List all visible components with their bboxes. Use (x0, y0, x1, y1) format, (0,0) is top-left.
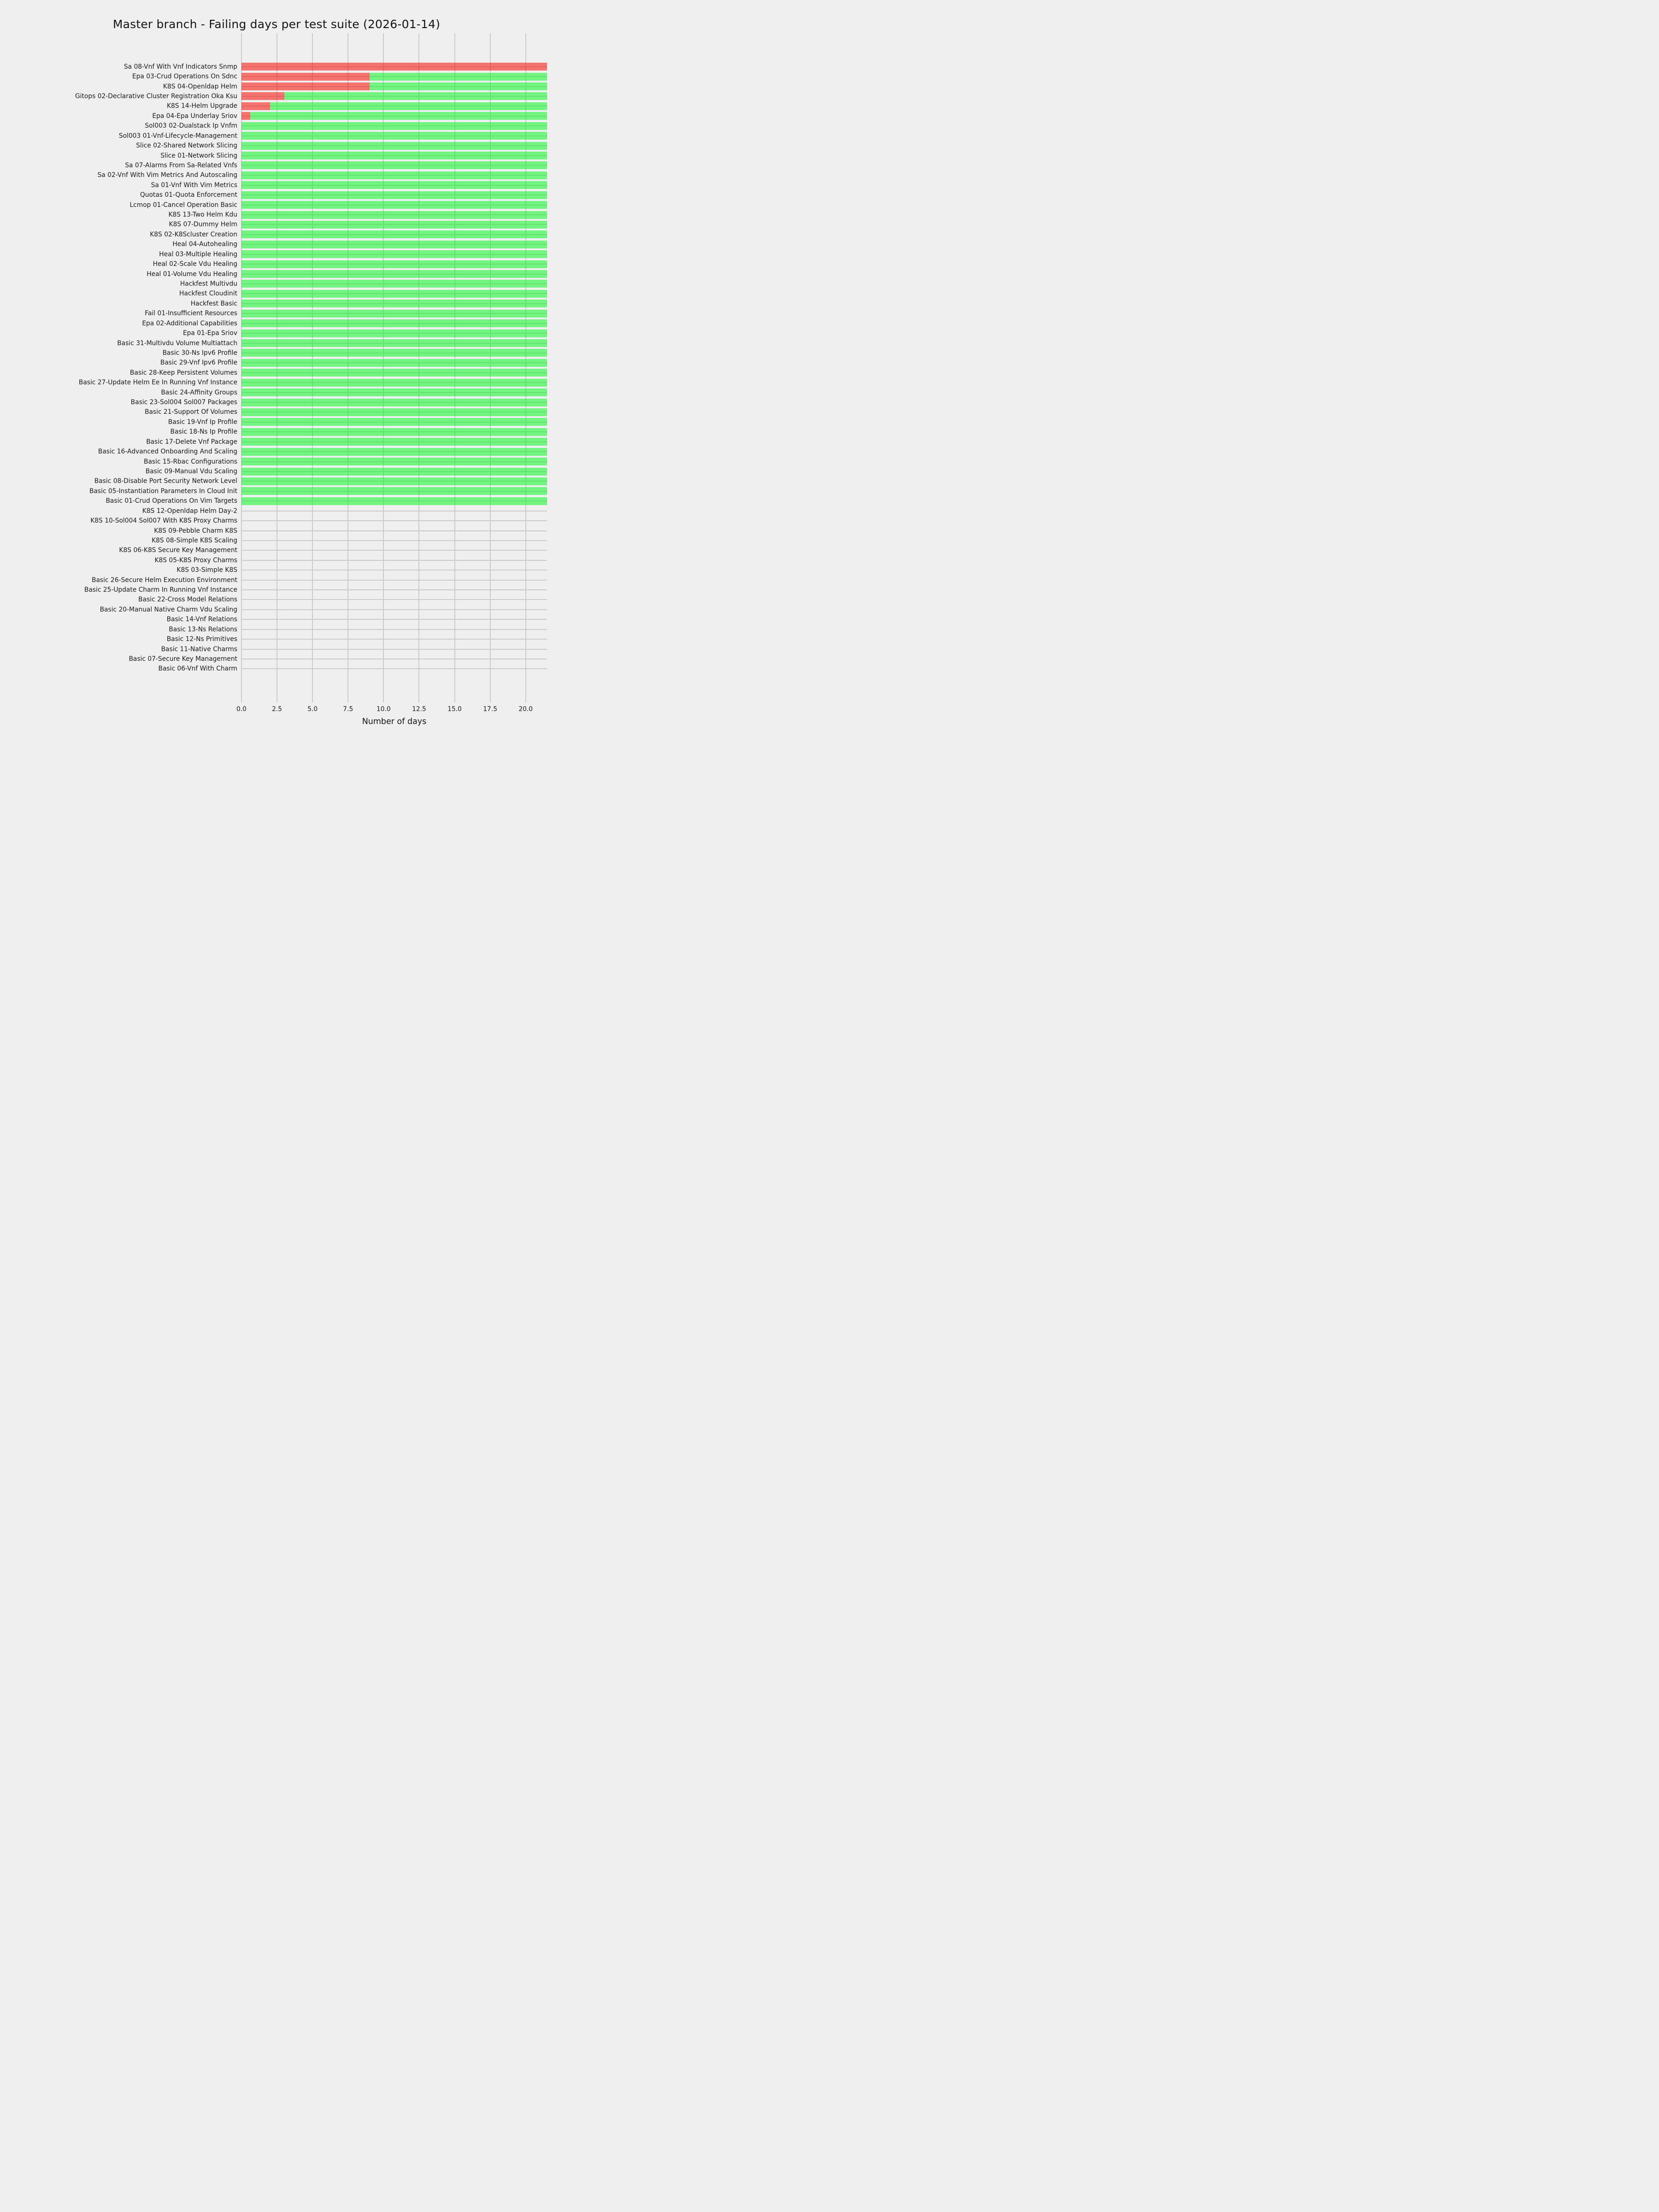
chart-row (241, 229, 547, 239)
bar-stack (241, 112, 547, 120)
bar-segment-passing (241, 319, 547, 327)
chart-row (241, 466, 547, 476)
y-axis-labels (0, 62, 237, 674)
chart-row (241, 121, 547, 131)
bar-segment-passing (241, 310, 547, 318)
bar-segment-passing (241, 280, 547, 288)
chart-row (241, 417, 547, 427)
chart-row (241, 477, 547, 486)
chart-row (241, 82, 547, 91)
chart-row (241, 555, 547, 565)
bar-stack (241, 280, 547, 288)
chart-row (241, 131, 547, 141)
bar-stack (241, 132, 547, 140)
y-gridline (241, 599, 547, 600)
category-label: Basic 05-Instantiation Parameters In Cloud Init (89, 487, 237, 495)
bar-stack (241, 438, 547, 446)
bar-segment-passing (241, 458, 547, 465)
bar-segment-passing (241, 191, 547, 199)
y-gridline (241, 629, 547, 630)
x-axis-ticks (0, 706, 553, 715)
bar-segment-passing (241, 438, 547, 446)
bar-stack (241, 211, 547, 219)
bar-stack (241, 63, 547, 71)
bar-stack (241, 270, 547, 278)
category-label: Heal 02-Scale Vdu Healing (153, 260, 237, 268)
category-label: Epa 03-Crud Operations On Sdnc (132, 73, 237, 81)
chart-row (241, 615, 547, 624)
bar-segment-passing (284, 92, 547, 100)
category-label: Basic 20-Manual Native Charm Vdu Scaling (100, 606, 237, 613)
bar-segment-passing (241, 399, 547, 406)
y-gridline (241, 668, 547, 669)
category-label: Gitops 02-Declarative Cluster Registration Oka Ksu (75, 92, 237, 100)
bar-stack (241, 73, 547, 81)
y-gridline (241, 550, 547, 551)
chart-row (241, 101, 547, 111)
y-gridline (241, 609, 547, 610)
bar-stack (241, 487, 547, 495)
category-label: Epa 01-Epa Sriov (182, 329, 237, 337)
bar-stack (241, 201, 547, 209)
chart-row (241, 506, 547, 516)
chart-row (241, 171, 547, 180)
category-label: K8S 03-Simple K8S (176, 566, 237, 574)
chart-row (241, 437, 547, 447)
bar-stack (241, 329, 547, 337)
bar-segment-passing (241, 230, 547, 238)
y-gridline (241, 520, 547, 521)
chart-row (241, 664, 547, 674)
category-label: Basic 01-Crud Operations On Vim Targets (106, 497, 237, 505)
chart-row (241, 526, 547, 535)
bar-segment-passing (241, 349, 547, 357)
chart-row (241, 190, 547, 200)
chart-row (241, 269, 547, 279)
bar-stack (241, 241, 547, 248)
chart-row (241, 486, 547, 496)
category-label: Hackfest Multivdu (180, 280, 237, 288)
category-label: K8S 06-K8S Secure Key Management (119, 547, 237, 554)
category-label: Basic 31-Multivdu Volume Multiattach (117, 339, 237, 347)
y-gridline (241, 570, 547, 571)
category-label: Basic 30-Ns Ipv6 Profile (162, 349, 237, 357)
chart-row (241, 62, 547, 71)
x-tick-label: 0.0 (236, 706, 247, 713)
chart-row (241, 388, 547, 397)
bar-stack (241, 448, 547, 456)
x-tick-label: 5.0 (307, 706, 318, 713)
chart-row (241, 565, 547, 575)
chart-row (241, 447, 547, 456)
chart-row (241, 427, 547, 437)
category-label: K8S 09-Pebble Charm K8S (154, 527, 237, 535)
chart-title: Master branch - Failing days per test suite (2026-01-14) (112, 18, 441, 31)
category-label: Basic 11-Native Charms (161, 645, 237, 653)
bar-stack (241, 181, 547, 189)
chart-row (241, 634, 547, 644)
chart-row (241, 358, 547, 368)
bar-segment-passing (241, 497, 547, 505)
chart-row (241, 160, 547, 170)
category-label: Basic 29-Vnf Ipv6 Profile (160, 359, 237, 367)
chart-row (241, 535, 547, 545)
chart-row (241, 289, 547, 299)
chart-row (241, 240, 547, 249)
bar-stack (241, 122, 547, 130)
chart-row (241, 151, 547, 160)
bar-segment-passing (241, 468, 547, 476)
category-label: Basic 16-Advanced Onboarding And Scaling (98, 448, 237, 456)
bar-stack (241, 379, 547, 387)
x-tick-label: 17.5 (483, 706, 498, 713)
chart-row (241, 516, 547, 525)
category-label: Basic 28-Keep Persistent Volumes (129, 369, 237, 377)
y-gridline (241, 580, 547, 581)
x-tick-label: 7.5 (343, 706, 353, 713)
bar-segment-passing (241, 270, 547, 278)
chart-row (241, 328, 547, 338)
chart-row (241, 368, 547, 377)
chart-row (241, 71, 547, 81)
category-label: K8S 12-Openldap Helm Day-2 (142, 507, 237, 515)
y-gridline (241, 530, 547, 531)
bar-stack (241, 349, 547, 357)
category-label: Basic 22-Cross Model Relations (138, 596, 237, 604)
chart-row (241, 210, 547, 219)
chart-row (241, 309, 547, 318)
y-gridline (241, 589, 547, 590)
chart-row (241, 299, 547, 308)
category-label: Fail 01-Insufficient Resources (145, 310, 237, 318)
bar-stack (241, 418, 547, 426)
chart-row (241, 249, 547, 259)
category-label: Quotas 01-Quota Enforcement (140, 191, 237, 199)
category-label: Basic 09-Manual Vdu Scaling (145, 468, 237, 475)
bar-segment-passing (241, 339, 547, 347)
chart-row (241, 605, 547, 614)
chart-row (241, 318, 547, 328)
plot-area (241, 33, 547, 702)
category-label: Basic 15-Rbac Configurations (144, 458, 237, 465)
bar-stack (241, 399, 547, 406)
chart-row (241, 644, 547, 654)
category-label: Basic 26-Secure Helm Execution Environment (92, 576, 237, 584)
bar-segment-passing (241, 448, 547, 456)
bar-segment-passing (241, 369, 547, 377)
bar-segment-passing (241, 290, 547, 298)
chart-row (241, 378, 547, 388)
bar-segment-passing (241, 122, 547, 130)
category-label: Epa 02-Additional Capabilities (142, 319, 237, 327)
category-label: Heal 03-Multiple Healing (159, 250, 237, 258)
category-label: Basic 08-Disable Port Security Network Level (94, 477, 237, 485)
category-label: Hackfest Cloudinit (179, 290, 237, 298)
chart-row (241, 200, 547, 210)
chart-row (241, 91, 547, 101)
bar-segment-passing (241, 379, 547, 387)
bar-segment-passing (241, 250, 547, 258)
bar-stack (241, 230, 547, 238)
bar-stack (241, 102, 547, 110)
category-label: K8S 05-K8S Proxy Charms (154, 556, 237, 564)
x-tick-label: 20.0 (518, 706, 533, 713)
bar-stack (241, 339, 547, 347)
bar-segment-passing (241, 201, 547, 209)
chart-row (241, 575, 547, 585)
category-label: Basic 25-Update Charm In Running Vnf Instance (84, 586, 237, 594)
bar-stack (241, 458, 547, 465)
bar-stack (241, 171, 547, 179)
category-label: Basic 21-Support Of Volumes (145, 408, 237, 416)
category-label: Sol003 01-Vnf-Lifecycle-Management (118, 132, 237, 140)
x-tick-label: 2.5 (272, 706, 282, 713)
bar-stack (241, 477, 547, 485)
category-label: K8S 10-Sol004 Sol007 With K8S Proxy Charms (90, 517, 237, 525)
chart-row (241, 457, 547, 466)
category-label: Slice 01-Network Slicing (160, 152, 237, 159)
figure (0, 0, 553, 737)
bar-stack (241, 497, 547, 505)
bar-stack (241, 260, 547, 268)
bar-segment-failing (241, 73, 370, 81)
bar-stack (241, 300, 547, 307)
chart-row (241, 624, 547, 634)
bar-stack (241, 250, 547, 258)
chart-row (241, 546, 547, 555)
bar-stack (241, 388, 547, 396)
category-label: K8S 04-Openldap Helm (163, 82, 237, 90)
x-axis-title: Number of days (362, 717, 427, 726)
bar-stack (241, 428, 547, 436)
category-label: Basic 14-Vnf Relations (166, 616, 237, 624)
bar-segment-passing (241, 181, 547, 189)
category-label: Basic 17-Delete Vnf Package (146, 438, 237, 446)
bar-stack (241, 310, 547, 318)
y-gridline (241, 619, 547, 620)
category-label: Basic 06-Vnf With Charm (158, 665, 237, 673)
category-label: Basic 19-Vnf Ip Profile (168, 418, 237, 426)
bar-segment-failing (241, 102, 270, 110)
bar-stack (241, 82, 547, 90)
category-label: K8S 08-Simple K8S Scaling (152, 536, 237, 544)
chart-row (241, 496, 547, 506)
bar-stack (241, 319, 547, 327)
chart-row (241, 397, 547, 407)
category-label: Basic 18-Ns Ip Profile (170, 428, 237, 436)
category-label: Basic 07-Secure Key Management (129, 655, 237, 663)
bar-segment-passing (241, 211, 547, 219)
bar-segment-failing (241, 82, 370, 90)
bar-segment-passing (250, 112, 547, 120)
category-label: Basic 23-Sol004 Sol007 Packages (130, 399, 237, 406)
bar-stack (241, 92, 547, 100)
bar-segment-failing (241, 112, 250, 120)
category-label: K8S 13-Two Helm Kdu (168, 211, 237, 219)
category-label: Basic 27-Update Helm Ee In Running Vnf Instance (78, 379, 237, 387)
category-label: Basic 13-Ns Relations (169, 625, 237, 633)
bar-stack (241, 142, 547, 150)
bar-segment-passing (241, 359, 547, 367)
bar-segment-passing (370, 82, 547, 90)
bar-segment-passing (241, 171, 547, 179)
chart-row (241, 348, 547, 358)
y-gridline (241, 649, 547, 650)
bar-segment-passing (241, 329, 547, 337)
bar-segment-passing (241, 221, 547, 229)
bar-segment-passing (241, 418, 547, 426)
bar-segment-passing (241, 142, 547, 150)
bar-segment-passing (241, 408, 547, 416)
chart-row (241, 220, 547, 229)
bar-segment-passing (370, 73, 547, 81)
bar-segment-passing (241, 152, 547, 159)
bar-stack (241, 468, 547, 476)
bar-segment-passing (241, 388, 547, 396)
chart-row (241, 180, 547, 190)
bar-segment-passing (241, 241, 547, 248)
chart-row (241, 141, 547, 150)
chart-row (241, 654, 547, 664)
x-tick-label: 12.5 (412, 706, 426, 713)
category-label: Slice 02-Shared Network Slicing (136, 142, 237, 150)
category-label: Basic 24-Affinity Groups (161, 388, 237, 396)
bar-stack (241, 152, 547, 159)
category-label: Sa 01-Vnf With Vim Metrics (151, 181, 237, 189)
category-label: K8S 07-Dummy Helm (169, 221, 237, 229)
x-tick-label: 10.0 (376, 706, 391, 713)
category-label: Heal 04-Autohealing (172, 241, 237, 248)
bar-segment-passing (241, 132, 547, 140)
chart-row (241, 279, 547, 288)
bar-segment-passing (241, 300, 547, 307)
category-label: Heal 01-Volume Vdu Healing (147, 270, 237, 278)
y-gridline (241, 511, 547, 512)
bar-stack (241, 161, 547, 169)
y-gridline (241, 639, 547, 640)
bar-stack (241, 191, 547, 199)
y-gridline (241, 560, 547, 561)
x-tick-label: 15.0 (447, 706, 462, 713)
chart-row (241, 338, 547, 348)
bar-stack (241, 369, 547, 377)
category-label: Epa 04-Epa Underlay Sriov (152, 112, 237, 120)
y-gridline (241, 540, 547, 541)
category-label: Sol003 02-Dualstack Ip Vnfm (145, 122, 237, 130)
chart-row (241, 111, 547, 121)
chart-row (241, 595, 547, 605)
category-label: Lcmop 01-Cancel Operation Basic (129, 201, 237, 209)
bar-rows (241, 62, 547, 674)
bar-segment-passing (241, 477, 547, 485)
bar-segment-passing (241, 260, 547, 268)
bar-segment-failing (241, 63, 547, 71)
category-label: K8S 02-K8Scluster Creation (150, 230, 237, 238)
bar-stack (241, 221, 547, 229)
bar-segment-passing (241, 161, 547, 169)
category-label: Basic 12-Ns Primitives (166, 635, 237, 643)
chart-row (241, 259, 547, 269)
bar-segment-failing (241, 92, 284, 100)
category-label: Hackfest Basic (190, 300, 237, 307)
category-label: Sa 08-Vnf With Vnf Indicators Snmp (124, 63, 237, 71)
bar-stack (241, 408, 547, 416)
chart-row (241, 585, 547, 594)
category-label: Sa 02-Vnf With Vim Metrics And Autoscaling (97, 171, 237, 179)
bar-segment-passing (270, 102, 547, 110)
bar-segment-passing (241, 487, 547, 495)
category-label: K8S 14-Helm Upgrade (166, 102, 237, 110)
category-label: Sa 07-Alarms From Sa-Related Vnfs (125, 161, 237, 169)
bar-stack (241, 359, 547, 367)
chart-row (241, 407, 547, 417)
bar-stack (241, 290, 547, 298)
bar-segment-passing (241, 428, 547, 436)
